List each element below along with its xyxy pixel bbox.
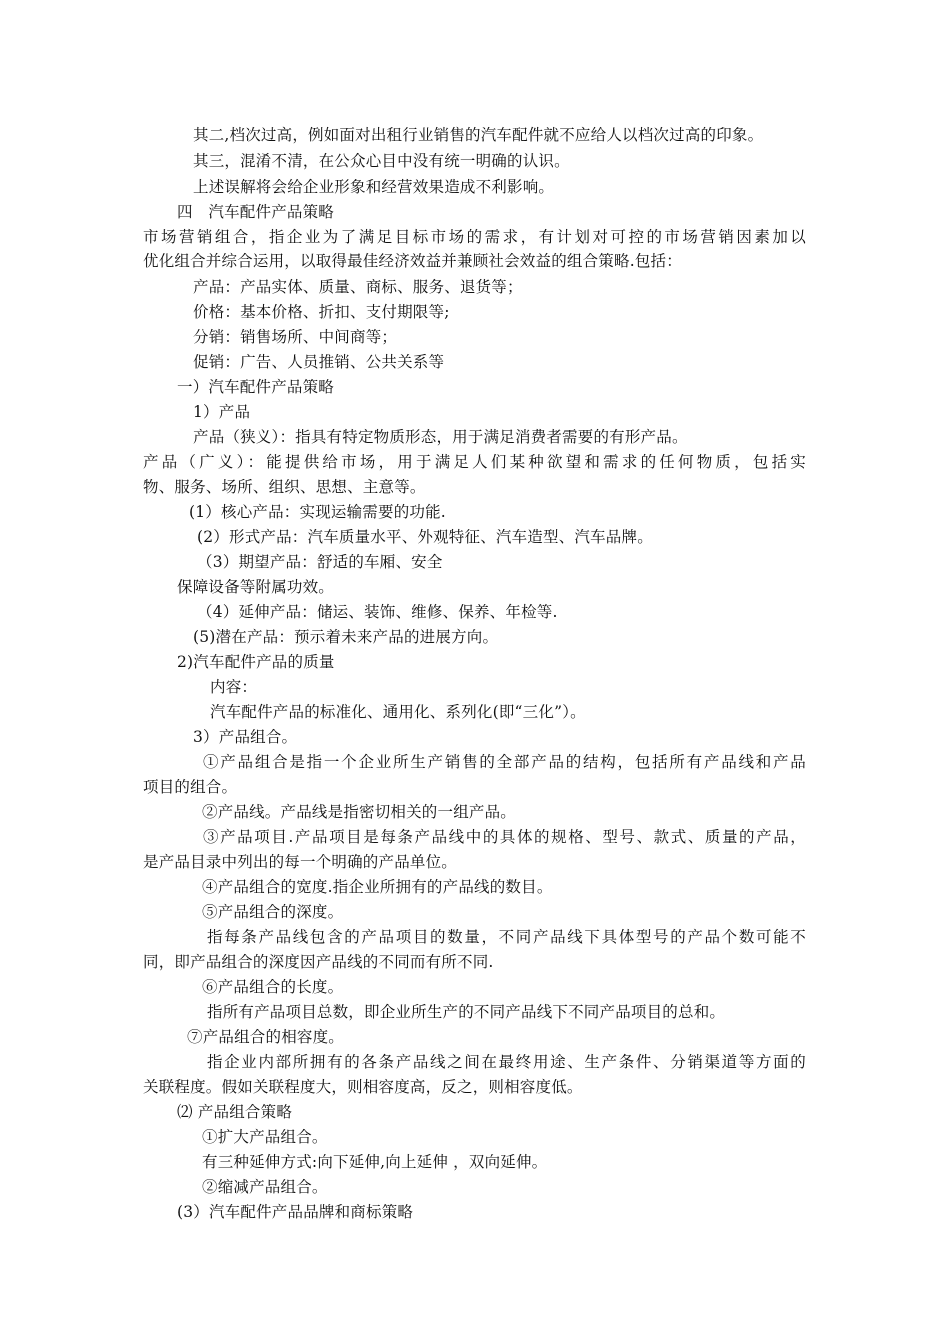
text-line: (2）形式产品：汽车质量水平、外观特征、汽车造型、汽车品牌。 (197, 528, 653, 546)
subsection-heading: (3）汽车配件产品品牌和商标策略 (177, 1203, 414, 1221)
text-line: 项目的组合。 (143, 778, 238, 796)
text-line: 其三，混淆不清，在公众心目中没有统一明确的认识。 (193, 152, 570, 170)
text-line: ②缩减产品组合。 (202, 1178, 328, 1196)
text-line: 1）产品 (193, 403, 251, 421)
text-line: 上述误解将会给企业形象和经营效果造成不利影响。 (193, 178, 555, 196)
text-line: 产品：产品实体、质量、商标、服务、退货等； (193, 278, 523, 296)
subsection-heading: 3）产品组合。 (193, 728, 298, 746)
text-line: 保障设备等附属功效。 (177, 578, 335, 596)
text-line: 物、服务、场所、组织、思想、主意等。 (143, 478, 426, 496)
text-line: （3）期望产品：舒适的车厢、安全 (197, 553, 443, 571)
text-line: ⑥产品组合的长度。 (202, 978, 344, 996)
text-line: 指企业内部所拥有的各条产品线之间在最终用途、生产条件、分销渠道等方面的 (207, 1053, 806, 1071)
text-line: 价格：基本价格、折扣、支付期限等; (193, 303, 450, 321)
text-line: 市场营销组合，指企业为了满足目标市场的需求，有计划对可控的市场营销因素加以 (143, 228, 806, 246)
text-line: （4）延伸产品：储运、装饰、维修、保养、年检等. (197, 603, 558, 621)
text-line: ①扩大产品组合。 (202, 1128, 328, 1146)
text-line: 是产品目录中列出的每一个明确的产品单位。 (143, 853, 458, 871)
subsection-heading: 一）汽车配件产品策略 (177, 378, 335, 396)
text-line: 分销：销售场所、中间商等； (193, 328, 398, 346)
text-line: 同，即产品组合的深度因产品线的不同而有所不同. (143, 953, 494, 971)
text-line: 产品（广义）：能提供给市场，用于满足人们某种欲望和需求的任何物质，包括实 (143, 453, 806, 471)
text-line: ⑦产品组合的相容度。 (187, 1028, 345, 1046)
text-line: 关联程度。假如关联程度大，则相容度高，反之，则相容度低。 (143, 1078, 583, 1096)
text-line: ①产品组合是指一个企业所生产销售的全部产品的结构，包括所有产品线和产品 (203, 753, 806, 771)
text-line: (1）核心产品：实现运输需要的功能. (189, 503, 446, 521)
text-line: 指每条产品线包含的产品项目的数量，不同产品线下具体型号的产品个数可能不 (207, 928, 806, 946)
text-line: 内容： (210, 678, 258, 696)
text-line: ③产品项目.产品项目是每条产品线中的具体的规格、型号、款式、质量的产品， (203, 828, 806, 846)
text-line: (5)潜在产品：预示着未来产品的进展方向。 (193, 628, 499, 646)
text-line: ⑤产品组合的深度。 (202, 903, 344, 921)
text-line: 促销：广告、人员推销、公共关系等 (193, 353, 445, 371)
text-line: 有三种延伸方式:向下延伸,向上延伸 ，双向延伸。 (202, 1153, 548, 1171)
section-heading: 四 汽车配件产品策略 (177, 203, 335, 221)
subsection-heading: 2)汽车配件产品的质量 (177, 653, 335, 671)
text-line: ④产品组合的宽度.指企业所拥有的产品线的数目。 (202, 878, 553, 896)
text-line: 产品（狭义）：指具有特定物质形态，用于满足消费者需要的有形产品。 (193, 428, 688, 446)
text-line: 指所有产品项目总数，即企业所生产的不同产品线下不同产品项目的总和。 (207, 1003, 726, 1021)
text-line: 优化组合并综合运用，以取得最佳经济效益并兼顾社会效益的组合策略.包括： (143, 252, 682, 270)
text-line: ②产品线。产品线是指密切相关的一组产品。 (202, 803, 517, 821)
text-line: 汽车配件产品的标准化、通用化、系列化(即“三化”）。 (210, 703, 586, 721)
subsection-heading: ⑵ 产品组合策略 (177, 1103, 293, 1121)
text-line: 其二,档次过高，例如面对出租行业销售的汽车配件就不应给人以档次过高的印象。 (193, 126, 764, 144)
